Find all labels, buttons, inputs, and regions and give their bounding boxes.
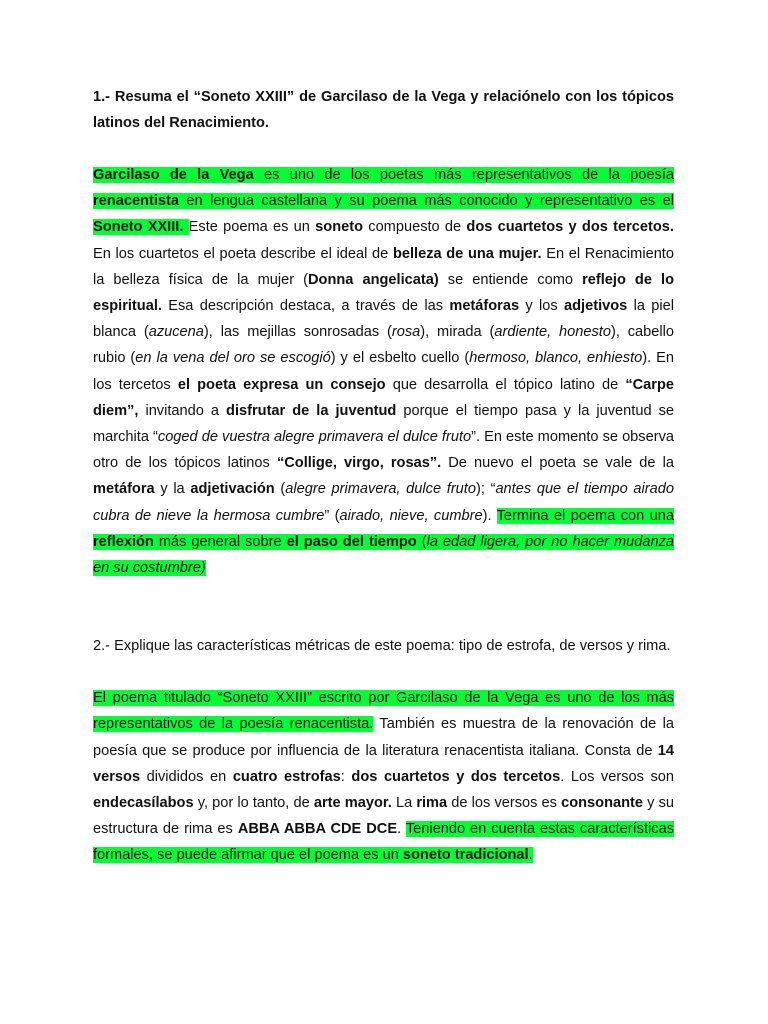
question-2: 2.- Explique las características métricas de este poema: tipo de estrofa, de versos y rima. [93, 638, 671, 655]
highlighted-text: Garcilaso de la Vega es uno de los poetas más representativos de la poesía renacentista en lengua castellana y su poema más conocido y representativo es el Soneto XXIII. [93, 167, 674, 236]
document-page [93, 84, 674, 869]
spacer [93, 659, 674, 685]
answer-2: El poema titulado “Soneto XXIII” escrito por Garcilaso de la Vega es uno de los más representativos de la poesía renacentista. También es muestra de la renovación de la poesía que se produce por influencia de la literatura renacentista italiana. Consta de 14 versos divididos en cuatro estrofas: dos cuartetos y dos tercetos. Los versos son endecasílabos y, por lo tanto, de arte mayor. La rima de los versos es consonante y su estructura de rima es ABBA ABBA CDE DCE. Teniendo en cuenta estas características formales, se puede afirmar que el poema es un soneto tradicional. [93, 690, 675, 864]
highlighted-text: Termina el poema con una reflexión más general sobre el paso del tiempo (la edad ligera, por no hacer mudanza en su costumbre) [93, 507, 674, 577]
highlighted-text: Teniendo en cuenta estas características formales, se puede afirmar que el poema es un soneto tradicional. [93, 821, 674, 864]
answer-1: Garcilaso de la Vega es uno de los poetas más representativos de la poesía renacentista en lengua castellana y su poema más conocido y representativo es el Soneto XXIII. Este poema es un soneto compuesto de dos cuartetos y dos tercetos. En los cuartetos el poeta describe el ideal de belleza de una mujer. En el Renacimiento la belleza física de la mujer (Donna angelicata) se entiende como reflejo de lo espiritual. Esa descripción destaca, a través de las metáforas y los adjetivos la piel blanca (azucena), las mejillas sonrosadas (rosa), mirada (ardiente, honesto), cabello rubio (en la vena del oro se escogió) y el esbelto cuello (hermoso, blanco, enhiesto). En los tercetos el poeta expresa un consejo que desarrolla el tópico latino de “Carpe diem”, invitando a disfrutar de la juventud porque el tiempo pasa y la juventud se marchita “coged de vuestra alegre primavera el dulce fruto”. En este momento se observa otro de los tópicos latinos “Collige, virgo, rosas”. De nuevo el poeta se vale de la metáfora y la adjetivación (alegre primavera, dulce fruto); “antes que el tiempo airado cubra de nieve la hermosa cumbre” (airado, nieve, cumbre). Termina el poema con una reflexión más general sobre el paso del tiempo (la edad ligera, por no hacer mudanza en su costumbre) [93, 167, 675, 577]
spacer [93, 136, 674, 162]
spacer [93, 581, 674, 633]
highlighted-text: El poema titulado “Soneto XXIII” escrito por Garcilaso de la Vega es uno de los más representativos de la poesía renacentista. [93, 690, 674, 733]
question-1: 1.- Resuma el “Soneto XXIII” de Garcilaso de la Vega y relaciónelo con los tópicos latinos del Renacimiento. [93, 89, 674, 131]
